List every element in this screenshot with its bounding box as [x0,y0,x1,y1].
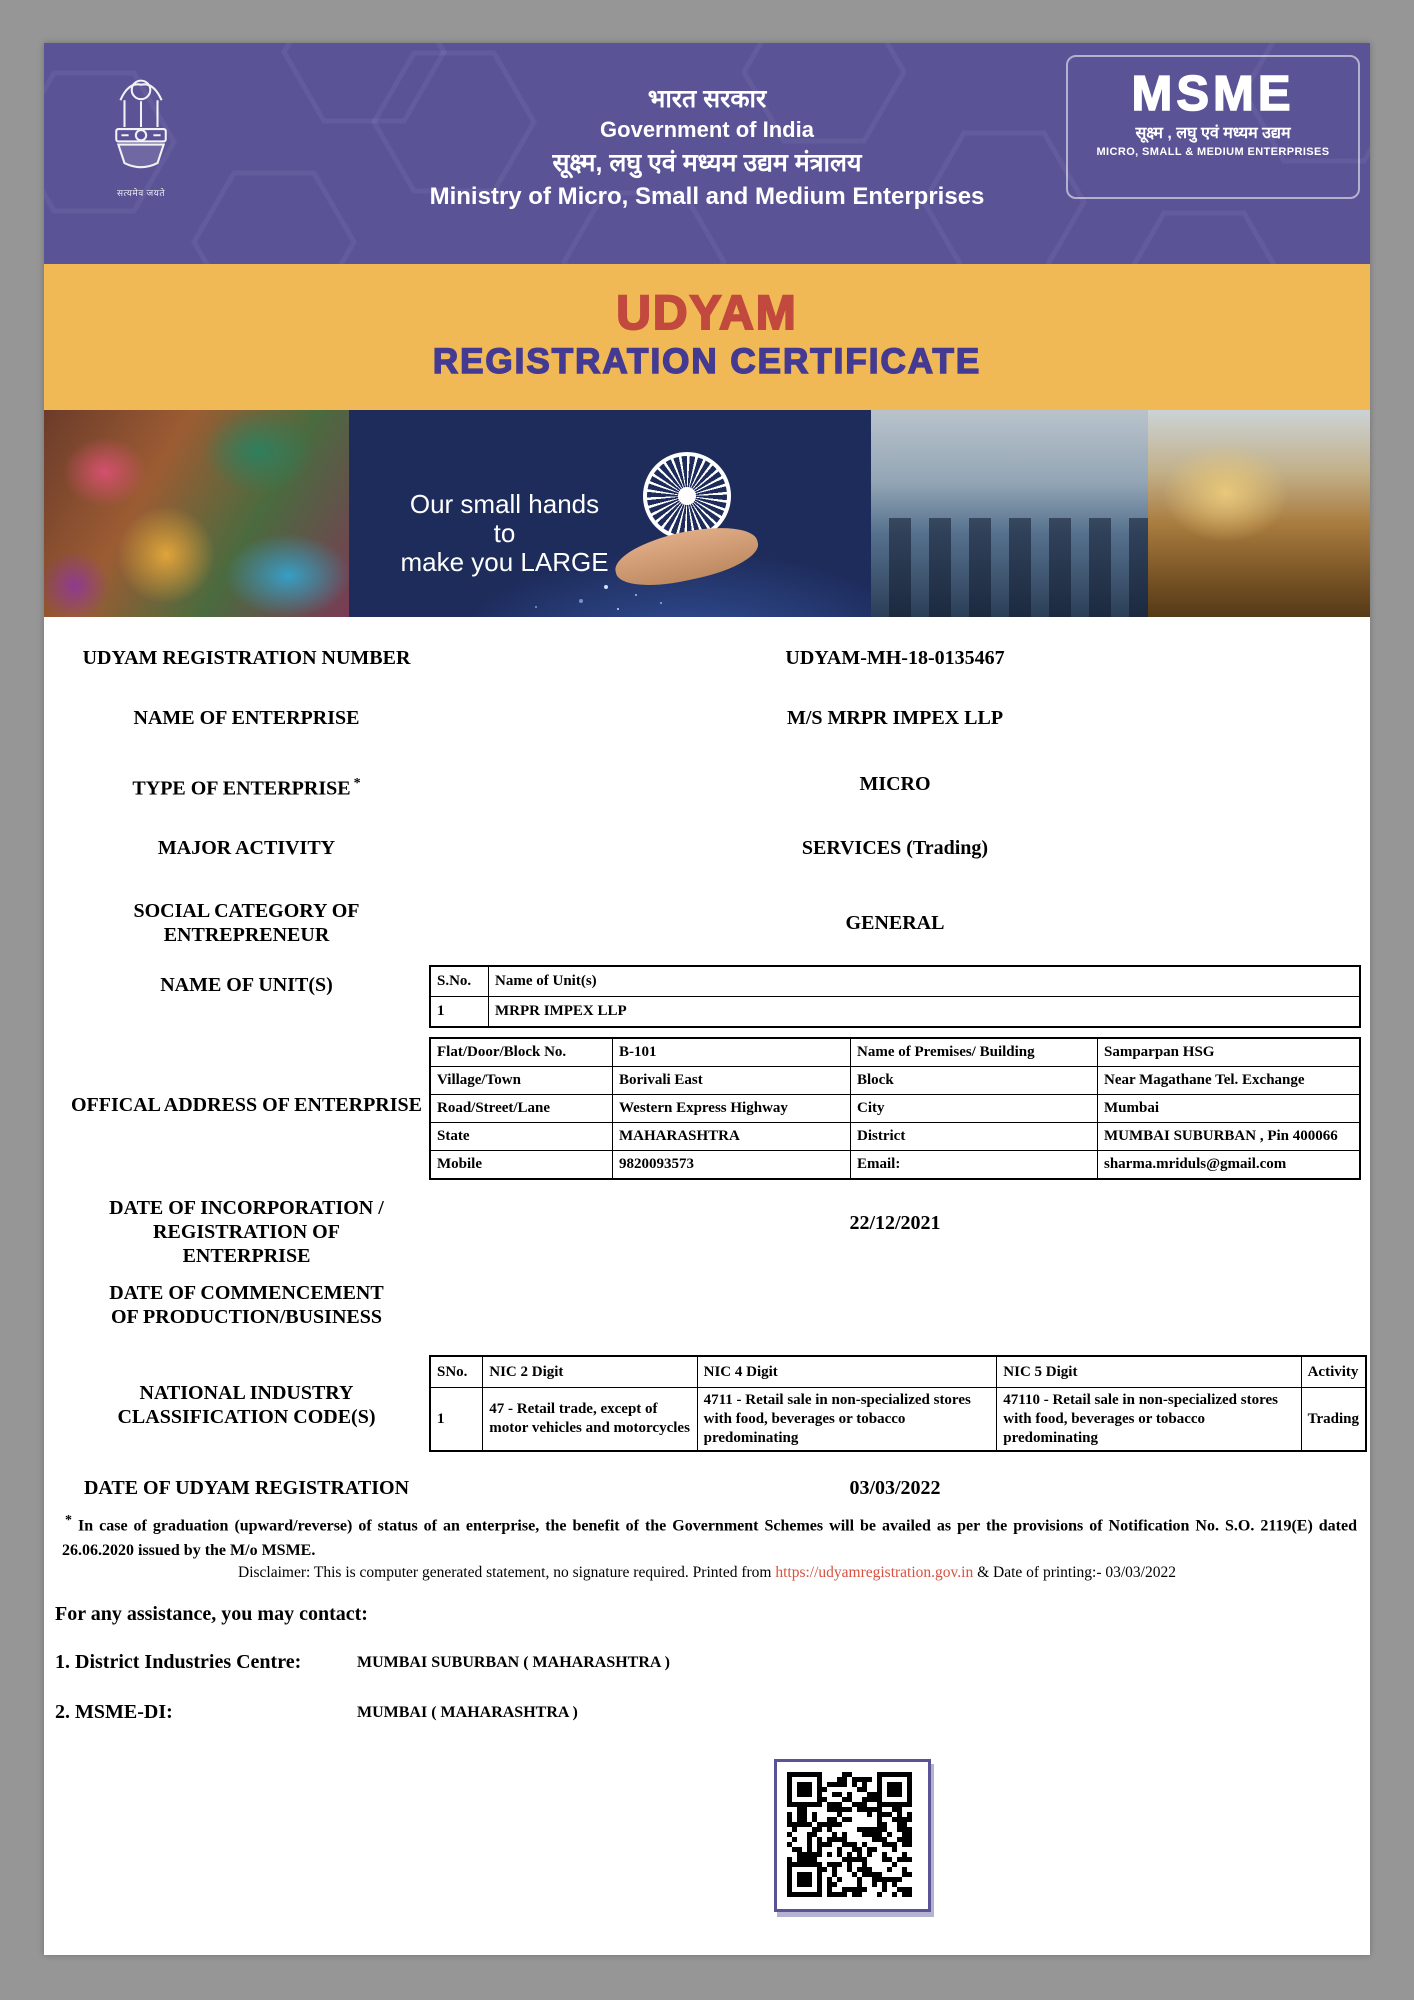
msme-wordmark: MSME [1131,67,1295,121]
label-date-of-udyam-registration: DATE OF UDYAM REGISTRATION [83,1477,410,1499]
asterisk-marker: * [353,776,361,791]
nic-cell-2digit: 47 - Retail trade, except of motor vehicles and motorcycles [483,1388,697,1452]
units-cell-sno: 1 [430,997,489,1028]
value-date-of-udyam-registration: 03/03/2022 [849,1477,941,1499]
dic-label: 1. District Industries Centre: [55,1651,302,1673]
disclaimer-prefix: Disclaimer: This is computer generated statement, no signature required. Printed from [238,1564,776,1581]
ministry-hindi: सूक्ष्म, लघु एवं मध्यम उद्यम मंत्रालय [552,149,862,177]
label-social-category: SOCIAL CATEGORY OF ENTREPRENEUR [133,900,360,946]
certificate-title-band [44,264,1370,410]
label-official-address: OFFICAL ADDRESS OF ENTERPRISE [71,1094,422,1116]
msmedi-value: MUMBAI ( MAHARASHTRA ) [357,1704,578,1721]
qr-code-image [787,1772,912,1897]
value-major-activity: SERVICES (Trading) [801,837,989,859]
nic-header-sno: SNo. [430,1356,483,1388]
units-data-row [430,997,1360,1028]
address-table [429,1037,1361,1180]
udyam-registration-link[interactable]: https://udyamregistration.gov.in [775,1564,974,1581]
label-name-of-enterprise: NAME OF ENTERPRISE [133,707,360,729]
addr-val: Samparpan HSG [1098,1038,1361,1067]
nic-cell-5digit: 47110 - Retail sale in non-specialized stores with food, beverages or tobacco predominating [997,1388,1301,1452]
assistance-heading: For any assistance, you may contact: [55,1603,368,1625]
table-row [430,1123,1360,1151]
certificate-subtitle: REGISTRATION CERTIFICATE [432,342,982,381]
label-date-of-commencement: DATE OF COMMENCEMENT OF PRODUCTION/BUSINESS [109,1282,384,1328]
nic-header-2digit: NIC 2 Digit [483,1356,697,1388]
value-social-category: GENERAL [845,912,945,934]
units-header-name: Name of Unit(s) [489,966,1361,997]
units-table [429,965,1361,1028]
addr-key: Road/Street/Lane [430,1095,613,1123]
assistance-item-msmedi [55,1701,1355,1724]
label-nic-codes: NATIONAL INDUSTRY CLASSIFICATION CODE(S) [117,1382,376,1428]
units-cell-name: MRPR IMPEX LLP [489,997,1361,1028]
addr-val: Near Magathane Tel. Exchange [1098,1067,1361,1095]
sparkle-dots [604,585,608,589]
addr-val: Western Express Highway [613,1095,851,1123]
farm-worker-photo [1148,410,1370,617]
label-name-of-units: NAME OF UNIT(S) [160,974,333,996]
handicraft-photo [44,410,349,617]
certificate-page [44,43,1370,1955]
photo-banner [44,410,1370,617]
addr-val: Borivali East [613,1067,851,1095]
nic-header-row [430,1356,1366,1388]
nic-header-4digit: NIC 4 Digit [697,1356,997,1388]
government-header [44,43,1370,264]
addr-key: District [851,1123,1098,1151]
label-type-of-enterprise: TYPE OF ENTERPRISE * [132,776,361,800]
nic-cell-activity: Trading [1301,1388,1366,1452]
disclaimer-suffix: & Date of printing:- 03/03/2022 [973,1564,1176,1581]
footnote-text: In case of graduation (upward/reverse) of status of an enterprise, the benefit of the Government Schemes will be availed as per the provisions of Notification No. S.O. 2119(E) dated 26.06.2020 issued by the M/o MSME. [62,1517,1357,1560]
value-date-of-incorporation: 22/12/2021 [849,1212,941,1234]
nic-cell-sno: 1 [430,1388,483,1452]
addr-val: B-101 [613,1038,851,1067]
emblem-motto: सत्यमेव जयते [116,188,166,198]
nic-header-5digit: NIC 5 Digit [997,1356,1301,1388]
chakra-wheel-icon [643,452,731,540]
addr-key: State [430,1123,613,1151]
dic-value: MUMBAI SUBURBAN ( MAHARASHTRA ) [357,1654,670,1671]
footnote-asterisk: * [65,1513,72,1528]
addr-key: City [851,1095,1098,1123]
table-row [430,1095,1360,1123]
value-type-of-enterprise: MICRO [859,773,931,795]
addr-val: sharma.mriduls@gmail.com [1098,1151,1361,1180]
nic-header-activity: Activity [1301,1356,1366,1388]
units-header-sno: S.No. [430,966,489,997]
tagline-line2: make you LARGE [400,547,609,577]
table-row [430,1067,1360,1095]
addr-val: Mumbai [1098,1095,1361,1123]
assistance-item-dic [55,1651,1355,1674]
table-row [430,1151,1360,1180]
msme-subtitle-english: MICRO, SMALL & MEDIUM ENTERPRISES [1096,146,1330,158]
label-date-of-incorporation: DATE OF INCORPORATION / REGISTRATION OF ENTERPRISE [109,1197,384,1267]
addr-val: 9820093573 [613,1151,851,1180]
nic-cell-4digit: 4711 - Retail sale in non-specialized stores with food, beverages or tobacco predominating [697,1388,997,1452]
msmedi-label: 2. MSME-DI: [55,1701,173,1723]
label-udyam-registration-number: UDYAM REGISTRATION NUMBER [82,647,411,669]
msme-subtitle-hindi: सूक्ष्म , लघु एवं मध्यम उद्यम [1135,125,1291,142]
label-major-activity: MAJOR ACTIVITY [157,837,336,859]
ministry-english: Ministry of Micro, Small and Medium Enterprises [429,183,985,210]
table-row [430,1038,1360,1067]
msme-logo [1066,55,1360,199]
addr-key: Flat/Door/Block No. [430,1038,613,1067]
addr-key: Block [851,1067,1098,1095]
govt-of-india-english: Government of India [600,117,814,142]
addr-key: Name of Premises/ Building [851,1038,1098,1067]
nic-data-row [430,1388,1366,1452]
value-name-of-enterprise: M/S MRPR IMPEX LLP [786,707,1004,729]
govt-of-india-hindi: भारत सरकार [647,85,767,113]
addr-key: Village/Town [430,1067,613,1095]
addr-key: Email: [851,1151,1098,1180]
certificate-title: UDYAM [616,287,798,340]
disclaimer-line [44,1564,1370,1582]
value-udyam-registration-number: UDYAM-MH-18-0135467 [785,647,1005,669]
addr-val: MAHARASHTRA [613,1123,851,1151]
addr-val: MUMBAI SUBURBAN , Pin 400066 [1098,1123,1361,1151]
qr-code [774,1759,931,1912]
banner-tagline [397,490,612,577]
nic-table [429,1355,1367,1452]
units-header-row [430,966,1360,997]
tagline-line1: Our small hands to [409,489,600,548]
graduation-footnote [62,1508,1357,1563]
office-photo [871,410,1148,617]
addr-key: Mobile [430,1151,613,1180]
